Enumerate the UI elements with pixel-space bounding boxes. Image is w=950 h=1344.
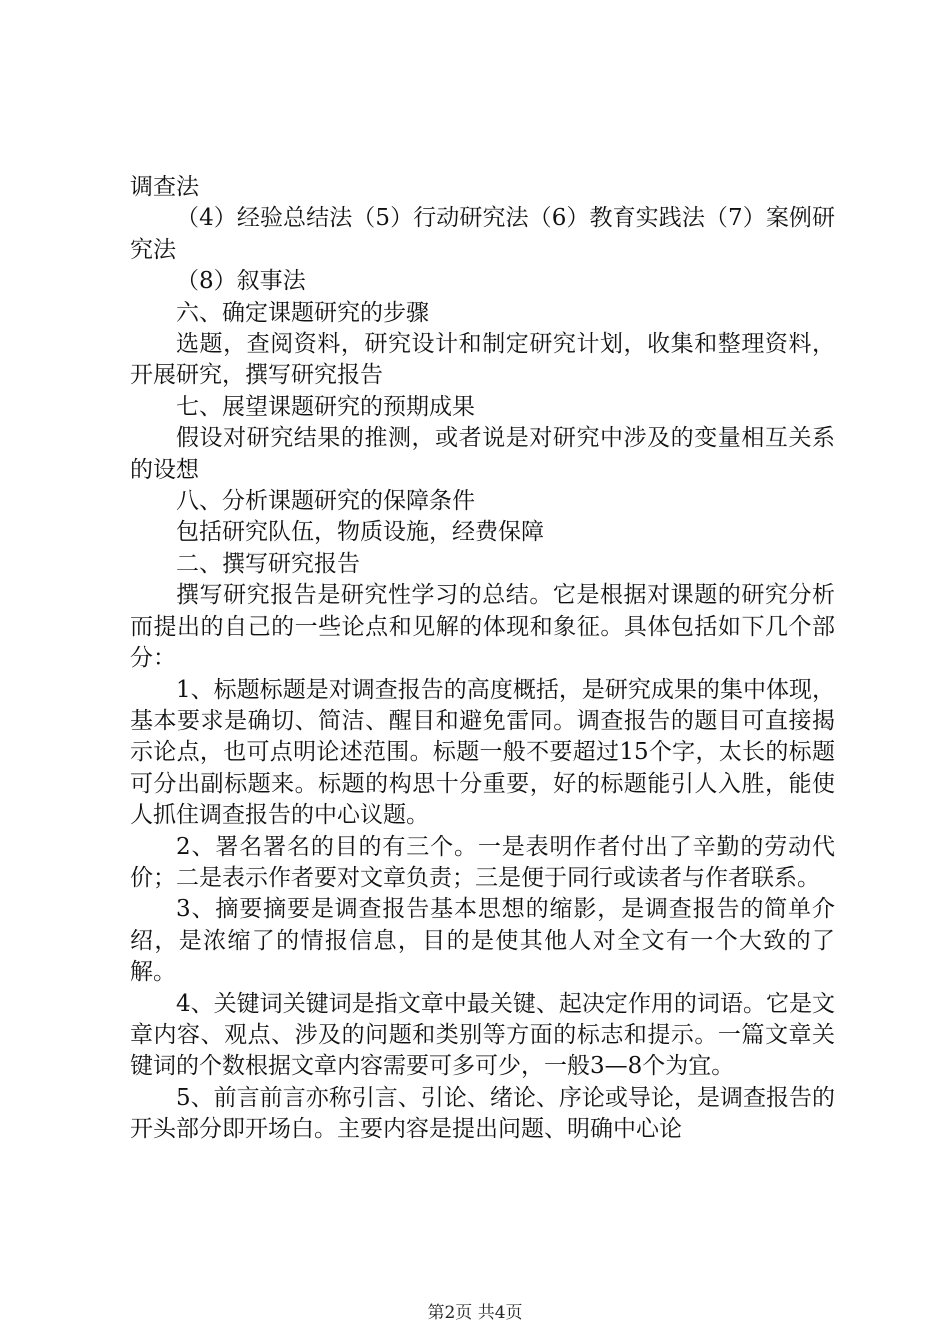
page-footer: 第2页 共4页	[427, 1303, 523, 1323]
section-heading-8: 八、分析课题研究的保障条件	[176, 488, 475, 515]
paragraph-keywords: 4、关键词关键词是指文章中最关键、起决定作用的词语。它是文章内容、观点、涉及的问题和类别等方面的标志和提示。一篇文章关键词的个数根据文章内容需要可多可少，一般3—8个为宜。	[130, 990, 835, 1080]
section-heading-7: 七、展望课题研究的预期成果	[176, 393, 475, 420]
paragraph-2: （4）经验总结法（5）行动研究法（6）教育实践法（7）案例研究法	[130, 205, 835, 263]
section-heading-2: 二、撰写研究报告	[176, 550, 360, 577]
paragraph-5: 选题，查阅资料，研究设计和制定研究计划，收集和整理资料，开展研究，撰写研究报告	[130, 331, 835, 389]
paragraph-title: 1、标题标题是对调查报告的高度概括，是研究成果的集中体现，基本要求是确切、简洁、醒目和避免雷同。调查报告的题目可直接揭示论点，也可点明论述范围。标题一般不要超过15个字，太长的标题可分出副标题来。标题的构思十分重要，好的标题能引人入胜，能使人抓住调查报告的中心议题。	[130, 676, 835, 829]
paragraph-preface: 5、前言前言亦称引言、引论、绪论、序论或导论，是调查报告的开头部分即开场白。主要内容是提出问题、明确中心论	[130, 1084, 835, 1143]
paragraph-11: 撰写研究报告是研究性学习的总结。它是根据对课题的研究分析而提出的自己的一些论点和见解的体现和象征。具体包括如下几个部分：	[130, 582, 835, 672]
paragraph-3: （8）叙事法	[176, 268, 306, 295]
paragraph-abstract: 3、摘要摘要是调查报告基本思想的缩影，是调查报告的简单介绍，是浓缩了的情报信息，目的是使其他人对全文有一个大致的了解。	[130, 896, 835, 986]
paragraph-signature: 2、署名署名的目的有三个。一是表明作者付出了辛勤的劳动代价；二是表示作者要对文章负责；三是便于同行或读者与作者联系。	[130, 833, 835, 891]
document-body	[130, 172, 835, 1146]
paragraph-1: 调查法	[130, 174, 199, 200]
paragraph-9: 包括研究队伍，物质设施，经费保障	[176, 519, 544, 546]
section-heading-6: 六、确定课题研究的步骤	[176, 299, 429, 326]
paragraph-7: 假设对研究结果的推测，或者说是对研究中涉及的变量相互关系的设想	[130, 425, 835, 483]
